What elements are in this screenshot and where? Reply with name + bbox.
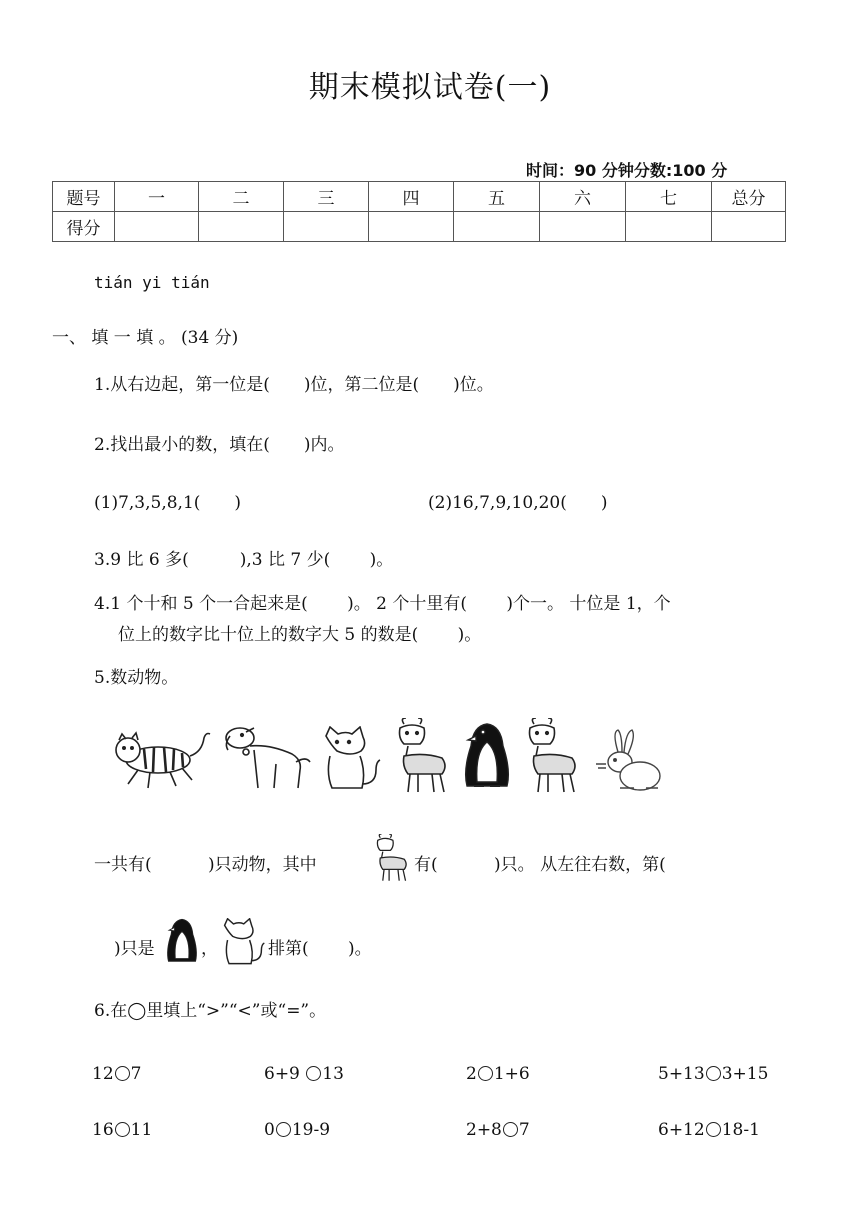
question-3: 3.9 比 6 多( ),3 比 7 少( )。 xyxy=(94,550,394,570)
section-heading: 一、 填 一 填 。 (34 分) xyxy=(52,328,239,348)
goat-icon xyxy=(369,834,413,882)
table-cell: 五 xyxy=(454,182,540,212)
score-input-cell[interactable] xyxy=(369,212,454,242)
answer-circle[interactable] xyxy=(706,1122,721,1137)
score-table-score-row xyxy=(53,212,786,242)
answer-circle[interactable] xyxy=(115,1066,130,1081)
table-cell: 四 xyxy=(369,182,454,212)
table-cell: 总分 xyxy=(712,182,786,212)
question-5-line-2-comma: ， xyxy=(201,939,218,959)
score-input-cell[interactable] xyxy=(712,212,786,242)
compare-item xyxy=(92,1064,141,1084)
score-input-cell[interactable] xyxy=(284,212,369,242)
score-input-cell[interactable] xyxy=(115,212,199,242)
compare-left: 12 xyxy=(92,1064,114,1084)
compare-left: 0 xyxy=(264,1120,275,1140)
dog-icon xyxy=(218,722,314,794)
table-cell: 三 xyxy=(284,182,369,212)
compare-right: 18-1 xyxy=(721,1120,760,1140)
compare-right: 3+15 xyxy=(721,1064,769,1084)
answer-circle[interactable] xyxy=(276,1122,291,1137)
compare-left: 2+8 xyxy=(466,1120,502,1140)
question-2-part-1: (1)7,3,5,8,1( ) xyxy=(94,493,242,513)
compare-right: 11 xyxy=(130,1120,153,1140)
question-2: 2.找出最小的数，填在( )内。 xyxy=(94,435,345,455)
table-cell: 一 xyxy=(115,182,199,212)
table-cell: 二 xyxy=(199,182,284,212)
goat-icon xyxy=(390,718,452,794)
table-cell: 得分 xyxy=(53,212,115,242)
compare-item xyxy=(264,1064,344,1084)
score-table-header-row xyxy=(53,182,786,212)
score-input-cell[interactable] xyxy=(199,212,284,242)
page-title: 期末模拟试卷(一) xyxy=(308,70,552,105)
penguin-icon xyxy=(462,722,512,796)
compare-left: 6+12 xyxy=(658,1120,705,1140)
question-6: 6.在◯里填上“>”“<”或“=”。 xyxy=(94,1001,327,1021)
compare-item xyxy=(264,1120,330,1140)
answer-circle[interactable] xyxy=(503,1122,518,1137)
cat-icon xyxy=(320,726,382,794)
cat-icon xyxy=(220,918,266,968)
question-5: 5.数动物。 xyxy=(94,668,179,688)
score-input-cell[interactable] xyxy=(540,212,626,242)
pinyin-line: tián yi tián xyxy=(94,273,210,292)
score-table xyxy=(52,181,786,242)
tiger-icon xyxy=(108,726,212,794)
compare-item xyxy=(658,1064,768,1084)
table-cell: 六 xyxy=(540,182,626,212)
goat-icon xyxy=(520,718,582,794)
compare-right: 13 xyxy=(322,1064,344,1084)
answer-circle[interactable] xyxy=(478,1066,493,1081)
compare-right: 1+6 xyxy=(493,1064,530,1084)
compare-item xyxy=(466,1064,530,1084)
answer-circle[interactable] xyxy=(706,1066,721,1081)
compare-right: 7 xyxy=(130,1064,142,1084)
table-cell: 七 xyxy=(626,182,712,212)
penguin-icon xyxy=(164,918,200,968)
compare-left: 6+9 xyxy=(264,1064,306,1084)
score-input-cell[interactable] xyxy=(626,212,712,242)
compare-left: 5+13 xyxy=(658,1064,705,1084)
compare-right: 19-9 xyxy=(291,1120,331,1140)
question-5-line-1-end: 有( )只。 从左往右数，第( xyxy=(414,855,666,875)
compare-left: 16 xyxy=(92,1120,114,1140)
question-5-line-1-start: 一共有( )只动物，其中 xyxy=(94,855,317,875)
compare-item xyxy=(92,1120,152,1140)
question-1: 1.从右边起，第一位是( )位，第二位是( )位。 xyxy=(94,375,494,395)
question-5-line-2-end: 排第( )。 xyxy=(268,939,372,959)
question-4-line-1: 4.1 个十和 5 个一合起来是( )。 2 个十里有( )个一。 十位是 1，个 xyxy=(94,594,671,614)
compare-item xyxy=(658,1120,760,1140)
compare-left: 2 xyxy=(466,1064,477,1084)
rabbit-icon xyxy=(594,728,664,794)
answer-circle[interactable] xyxy=(306,1066,321,1081)
question-2-part-2: (2)16,7,9,10,20( ) xyxy=(428,493,608,513)
compare-right: 7 xyxy=(518,1120,530,1140)
score-input-cell[interactable] xyxy=(454,212,540,242)
question-5-line-2-start: )只是 xyxy=(114,939,155,959)
table-cell: 题号 xyxy=(53,182,115,212)
exam-meta: 时间：90 分钟分数:100 分 xyxy=(526,161,728,180)
answer-circle[interactable] xyxy=(115,1122,130,1137)
question-4-line-2: 位上的数字比十位上的数字大 5 的数是( )。 xyxy=(118,625,482,645)
compare-item xyxy=(466,1120,530,1140)
